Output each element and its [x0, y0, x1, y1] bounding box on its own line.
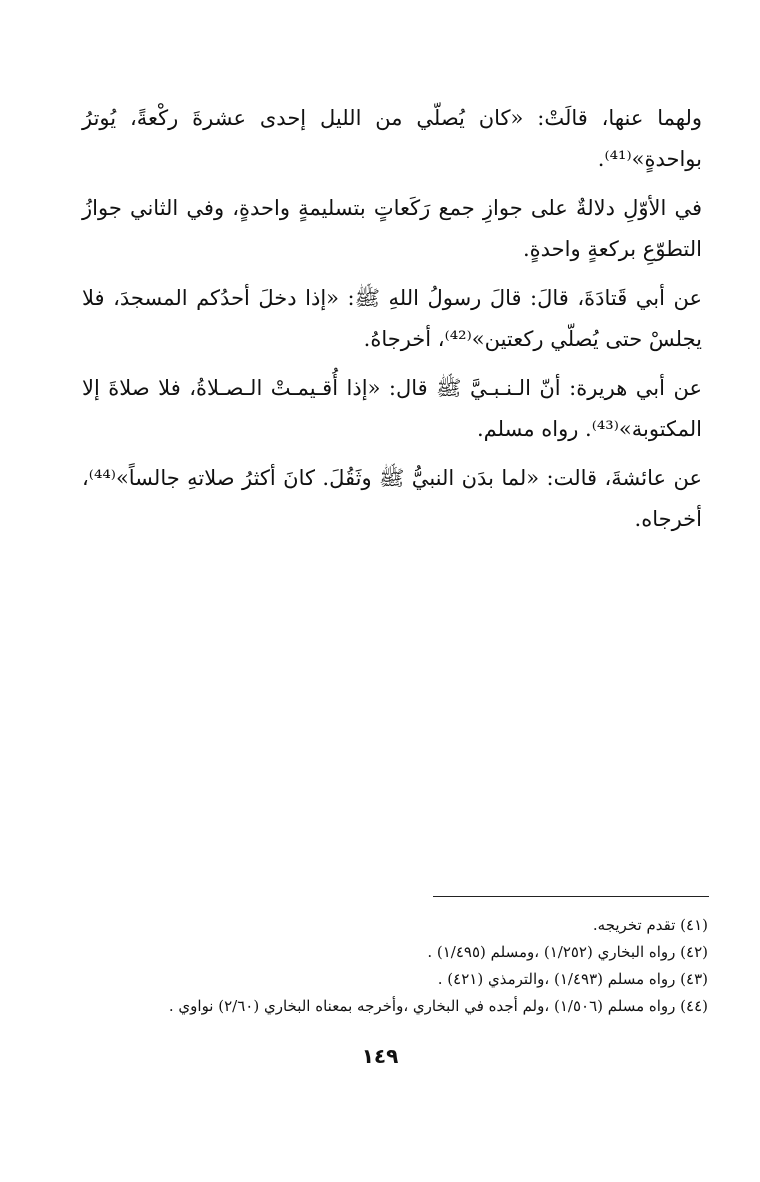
paragraph-3: عن أبي قَتادَةَ، قالَ: قالَ رسولُ اللهِ ﷺ: «إذا دخلَ أحدُكم المسجدَ، فلا يجلسْ حتى يُصلّي ركعتين»⁽⁴²⁾، أخرجاهُ.: [82, 286, 702, 351]
paragraph-5: عن عائشةَ، قالت: «لما بدَن النبيُّ ﷺ وثَقُلَ. كانَ أكثرُ صلاتهِ جالساً»⁽⁴⁴⁾، أخرجاه.: [82, 466, 702, 531]
footnote-41: (٤١) تقدم تخريجه.: [592, 916, 708, 934]
footnote-44: (٤٤) رواه مسلم (١/٥٠٦) ،ولم أجده في البخاري ،وأخرجه بمعناه البخاري (٢/٦٠) نواوي .: [168, 997, 708, 1015]
footnote-42: (٤٢) رواه البخاري (١/٢٥٢) ،ومسلم (١/٤٩٥) .: [427, 943, 708, 961]
footnotes: [60, 912, 708, 1020]
main-text: [82, 98, 702, 548]
page-number: ١٤٩: [361, 1044, 399, 1068]
footnote-separator: [433, 896, 709, 897]
paragraph-4: عن أبي هريرة: أنّ الـنـبـيَّ ﷺ قال: «إذا أُقـيمـتْ الـصـلاةُ، فلا صلاةَ إلا المكتوبة»⁽⁴³⁾. رواه مسلم.: [82, 376, 702, 441]
footnote-43: (٤٣) رواه مسلم (١/٤٩٣) ،والترمذي (٤٢١) .: [437, 970, 708, 988]
paragraph-1: ولهما عنها، قالَتْ: «كان يُصلّي من الليل إحدى عشرةَ ركْعةً، يُوترُ بواحدةٍ»⁽⁴¹⁾.: [82, 106, 702, 171]
paragraph-2: في الأوّلِ دلالةٌ على جوازِ جمع رَكَعاتٍ بتسليمةٍ واحدةٍ، وفي الثاني جوازُ التطوّعِ بركعةٍ واحدةٍ.: [82, 196, 702, 261]
